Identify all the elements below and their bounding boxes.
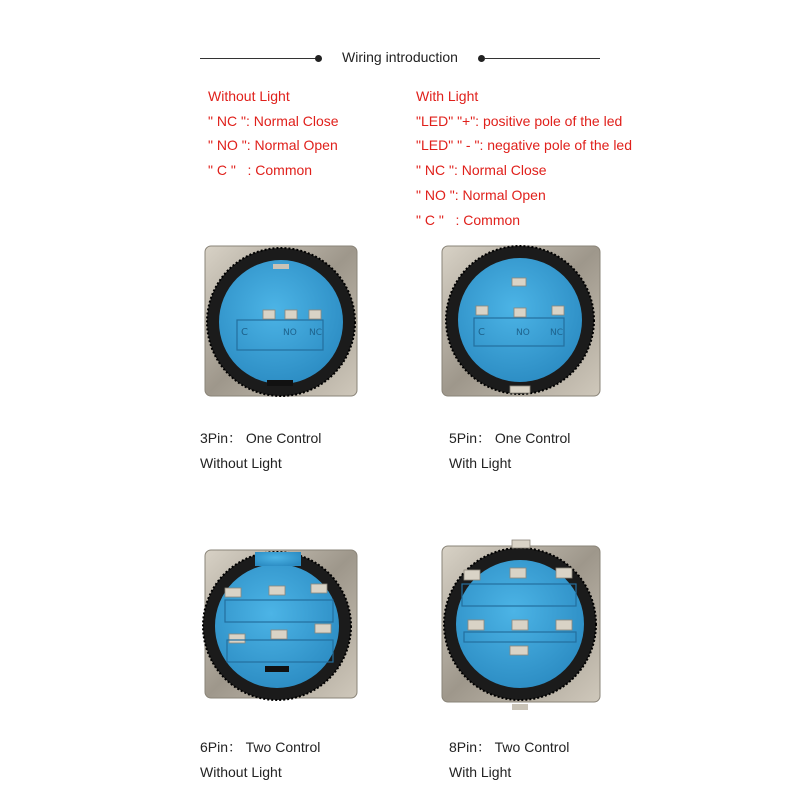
svg-text:NO: NO <box>283 328 297 338</box>
legend-line: " NC ": Normal Close <box>208 112 339 129</box>
caption-pin-config: 8Pin： Two Control <box>449 739 570 755</box>
svg-text:NC: NC <box>309 328 323 338</box>
svg-text:NC: NC <box>550 328 564 338</box>
caption-pin-config: 6Pin： Two Control <box>200 739 321 755</box>
caption-light-type: With Light <box>449 455 512 471</box>
svg-text:C: C <box>478 327 485 338</box>
caption-pin-config: 3Pin： One Control <box>200 430 322 446</box>
legend-without-light <box>208 84 339 183</box>
legend-line: "LED" "+": positive pole of the led <box>416 112 623 129</box>
legend-heading: With Light <box>416 88 479 104</box>
switch-image-8pin <box>428 528 613 715</box>
legend-with-light <box>416 84 632 232</box>
legend-line: " NC ": Normal Close <box>416 162 547 179</box>
legend-line: " C " : Common <box>416 211 521 228</box>
legend-line: " C " : Common <box>208 162 313 179</box>
svg-text:C: C <box>241 327 248 338</box>
legend-heading: Without Light <box>208 88 290 104</box>
switch-image-5pin <box>428 240 613 415</box>
caption-pin-config: 5Pin： One Control <box>449 430 571 446</box>
section-title: Wiring introduction <box>342 49 458 65</box>
svg-text:NO: NO <box>516 328 530 338</box>
caption-3pin <box>200 426 321 476</box>
section-header <box>0 44 800 72</box>
legend-line: " NO ": Normal Open <box>208 137 338 154</box>
legend-line: " NO ": Normal Open <box>416 186 546 203</box>
caption-light-type: With Light <box>449 764 512 780</box>
caption-light-type: Without Light <box>200 455 282 471</box>
caption-8pin <box>449 735 569 785</box>
switch-image-3pin <box>185 240 370 415</box>
caption-5pin <box>449 426 570 476</box>
legend-line: "LED" " - ": negative pole of the led <box>416 137 633 154</box>
header-line-right <box>484 58 600 59</box>
caption-light-type: Without Light <box>200 764 282 780</box>
switch-image-6pin <box>185 540 370 715</box>
caption-6pin <box>200 735 320 785</box>
